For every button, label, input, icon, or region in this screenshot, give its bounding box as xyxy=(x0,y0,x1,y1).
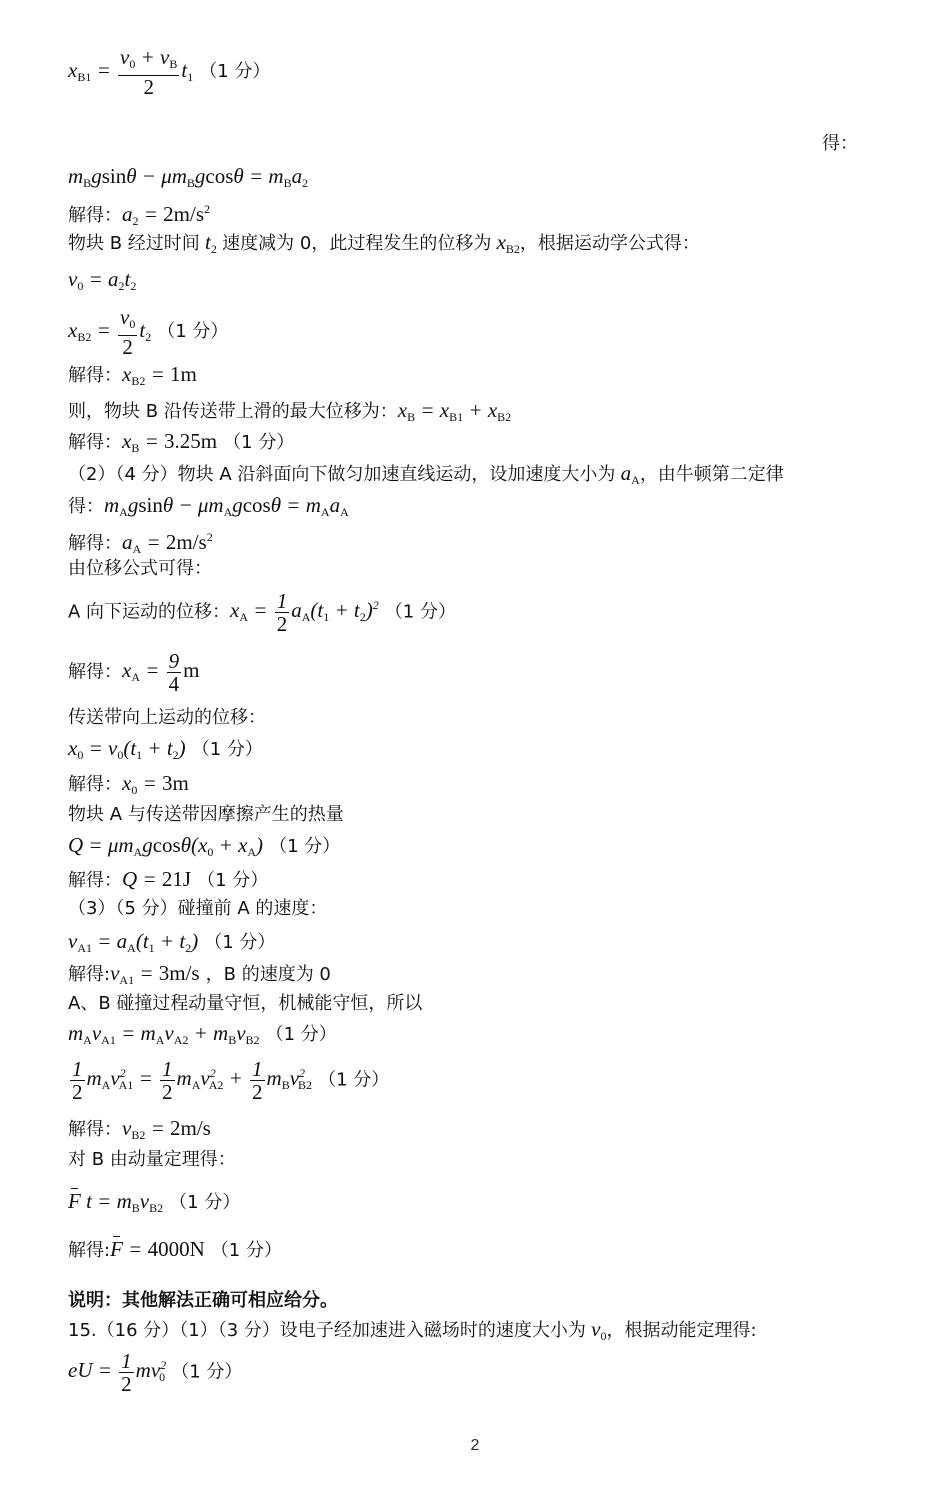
equation-Q: $Q = \mu m_Agcos\theta(x_0 + x_A)$ （1 分） xyxy=(68,833,341,859)
text-displacement-formula: 由位移公式可得： xyxy=(68,558,212,579)
result-x0: 解得：$x_0 = 3m$ xyxy=(68,771,189,797)
result-xA: 解得：$x_A$ = $\frac{9}{4}$ m xyxy=(68,649,200,696)
equation-x0: $x_0 = v_0(t_1 + t_2)$ （1 分） xyxy=(68,736,263,762)
text-part2-intro: （2）（4 分）物块 A 沿斜面向下做匀加速直线运动，设加速度大小为 $a_A$，由牛顿第二定律 xyxy=(68,461,784,487)
text-block-B-time: 物块 B 经过时间 $t_2$ 速度减为 0，此过程发生的位移为 $x_{B2}$，根据运动学公式得： xyxy=(68,230,700,256)
text-heat: 物块 A 与传送带因摩擦产生的热量 xyxy=(68,804,344,825)
result-aA: 解得：$a_A = 2m/s^2$ xyxy=(68,530,213,556)
result-xB2: 解得：$x_{B2} = 1m$ xyxy=(68,362,197,388)
text-de-right: 得： xyxy=(822,133,858,154)
equation-v0: $v_0 = a_2t_2$ xyxy=(68,267,137,293)
equation-newton-B: $m_Bgsin\theta - \mu m_Bgcos\theta = m_Ba_2$ xyxy=(68,164,309,190)
equation-xA: A 向下运动的位移：$x_A$ = $\frac{1}{2}$ $a_A(t_1 + t_2)^2$ （1 分） xyxy=(68,589,456,636)
equation-vA1: $v_{A1} = a_A(t_1 + t_2)$ （1 分） xyxy=(68,929,276,955)
note-alternative-solutions: 说明：其他解法正确可相应给分。 xyxy=(68,1290,338,1311)
equation-xB2: $x_{B2}$ = $\frac{v_0}{2}$ $t_2$ （1 分） xyxy=(68,305,229,359)
result-a2: 解得：$a_2 = 2m/s^2$ xyxy=(68,202,211,228)
equation-momentum: $m_Av_{A1} = m_Av_{A2} + m_Bv_{B2}$ （1 分） xyxy=(68,1021,337,1047)
equation-xB1: $x_{B1}$ = $\frac{v_0 + v_B}{2}$ $t_1$ （1 分） xyxy=(68,45,271,99)
text-conservation: A、B 碰撞过程动量守恒，机械能守恒，所以 xyxy=(68,993,423,1014)
result-Q: 解得：Q = 21J （1 分） xyxy=(68,867,269,891)
result-vB2: 解得：$v_{B2} = 2m/s$ xyxy=(68,1116,211,1142)
equation-kinetic-energy: eU = $\frac{1}{2}$ $mv^2_0$ （1 分） xyxy=(68,1349,243,1396)
text-belt-displacement: 传送带向上运动的位移： xyxy=(68,707,266,728)
result-xB: 解得：$x_B = 3.25m$ （1 分） xyxy=(68,429,295,455)
result-vA1: 解得$:v_{A1} = 3m/s$ ，B 的速度为 0 xyxy=(68,961,331,987)
text-max-displacement: 则，物块 B 沿传送带上滑的最大位移为：$x_B = x_{B1} + x_{B2}$ xyxy=(68,398,512,424)
page-number: 2 xyxy=(470,1437,480,1454)
equation-newton-A: 得：$m_Agsin\theta - \mu m_Agcos\theta = m_Aa_A$ xyxy=(68,493,349,519)
equation-impulse: F $t = m_Bv_{B2}$ （1 分） xyxy=(68,1189,241,1215)
text-problem-15-intro: 15.（16 分）（1）（3 分）设电子经加速进入磁场时的速度大小为 $v_0$，根据动能定理得: xyxy=(68,1317,757,1343)
text-impulse-theorem: 对 B 由动量定理得： xyxy=(68,1149,236,1170)
equation-energy: $\frac{1}{2}$ $m_Av^2_{A1}$ = $\frac{1}{2}$ $m_Av^2_{A2}$ + $\frac{1}{2}$ $m_Bv^2_{B2}$ （1 分） xyxy=(72,1057,390,1104)
text-part3-intro: （3）（5 分）碰撞前 A 的速度： xyxy=(68,898,328,919)
result-F: 解得:F = 4000N （1 分） xyxy=(68,1237,282,1261)
